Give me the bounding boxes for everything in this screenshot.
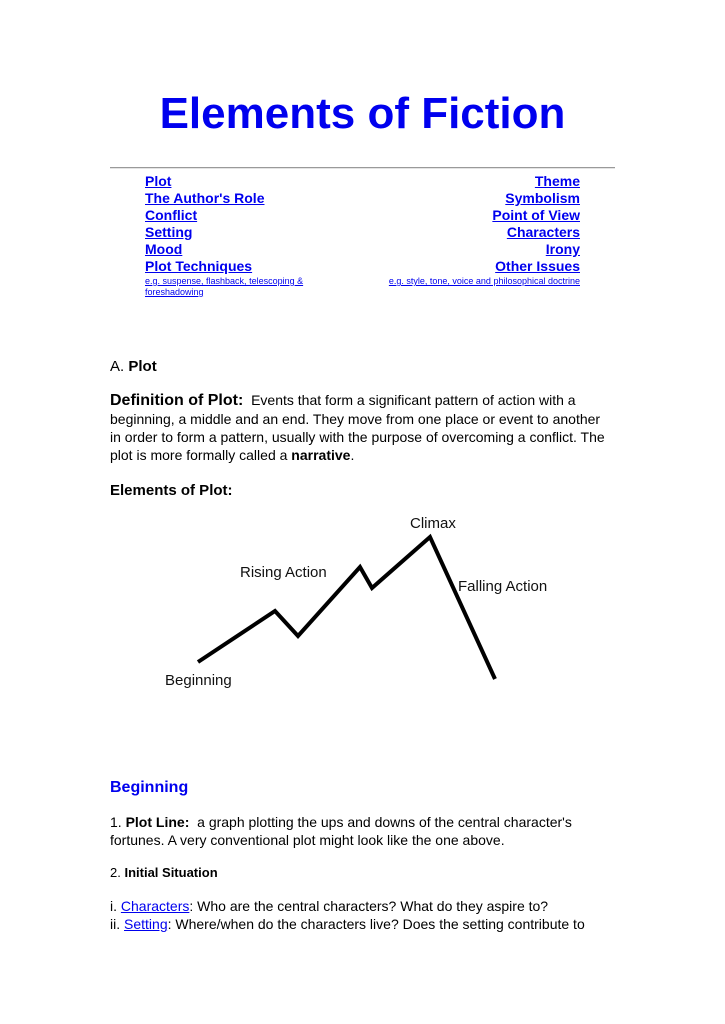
plot-line-text: a graph plotting the ups and downs of the central character's fortunes. A very conventional plot might look like the one above. (110, 814, 572, 848)
plot-line-paragraph (110, 813, 610, 849)
label-climax: Climax (410, 515, 456, 532)
toc-link-plot-techniques[interactable]: Plot Techniques (145, 258, 253, 274)
definition-heading: Definition of Plot: (110, 392, 244, 409)
toc-link-mood[interactable]: Mood (145, 241, 183, 257)
toc-link-symbolism[interactable]: Symbolism (505, 190, 580, 206)
toc-link-plot[interactable]: Plot (145, 173, 172, 189)
plot-line-num: 1. (110, 814, 122, 830)
characters-link[interactable]: Characters (120, 898, 190, 914)
question-i-text: : Who are the central characters? What do they aspire to? (189, 898, 549, 914)
horizontal-divider (110, 167, 615, 169)
toc-link-theme[interactable]: Theme (534, 173, 580, 189)
beginning-heading: Beginning (110, 779, 189, 796)
question-ii-text: : Where/when do the characters live? Does the setting contribute to (167, 916, 585, 932)
question-setting (110, 915, 610, 933)
plot-line-label: Plot Line: (125, 814, 190, 830)
toc-note-other-issues[interactable]: e.g. style, tone, voice and philosophical doctrine (388, 276, 580, 286)
label-rising-action: Rising Action (240, 564, 327, 581)
toc-link-setting[interactable]: Setting (145, 224, 193, 240)
definition-end: . (350, 447, 355, 463)
definition-paragraph (110, 391, 610, 464)
initial-situation-label: Initial Situation (124, 865, 218, 880)
toc-left-column (145, 173, 365, 298)
initial-situation-heading (110, 864, 610, 882)
plot-diagram (150, 505, 570, 705)
definition-term: narrative (291, 447, 351, 463)
page-title: Elements of Fiction (159, 89, 566, 138)
toc-link-irony[interactable]: Irony (545, 241, 580, 257)
section-a-prefix: A. (110, 358, 125, 375)
question-characters (110, 897, 610, 915)
label-beginning: Beginning (165, 672, 232, 689)
definition-text: Events that form a significant pattern of action with a beginning, a middle and an end. They move from one place or event to another in order to form a pattern, usually with the purpose of overcoming a conflict. The plot is more formally called a (110, 392, 605, 463)
toc-note-plot-techniques[interactable]: e.g. suspense, flashback, telescoping & foreshadowing (145, 276, 304, 297)
initial-situation-num: 2. (110, 865, 121, 880)
elements-of-plot-heading: Elements of Plot: (110, 482, 233, 499)
label-falling-action: Falling Action (458, 578, 548, 595)
question-i-prefix: i. (110, 898, 117, 914)
toc-link-conflict[interactable]: Conflict (145, 207, 198, 223)
toc-link-authors-role[interactable]: The Author's Role (145, 190, 265, 206)
section-a-title: Plot (128, 358, 157, 375)
toc-link-point-of-view[interactable]: Point of View (492, 207, 580, 223)
section-a-heading (110, 357, 610, 377)
toc-right-column (360, 173, 580, 287)
toc-link-other-issues[interactable]: Other Issues (495, 258, 580, 274)
plot-line (198, 537, 495, 679)
setting-link[interactable]: Setting (124, 916, 168, 932)
questions-paragraph (110, 897, 610, 933)
question-ii-prefix: ii. (110, 916, 121, 932)
toc-link-characters[interactable]: Characters (506, 224, 580, 240)
